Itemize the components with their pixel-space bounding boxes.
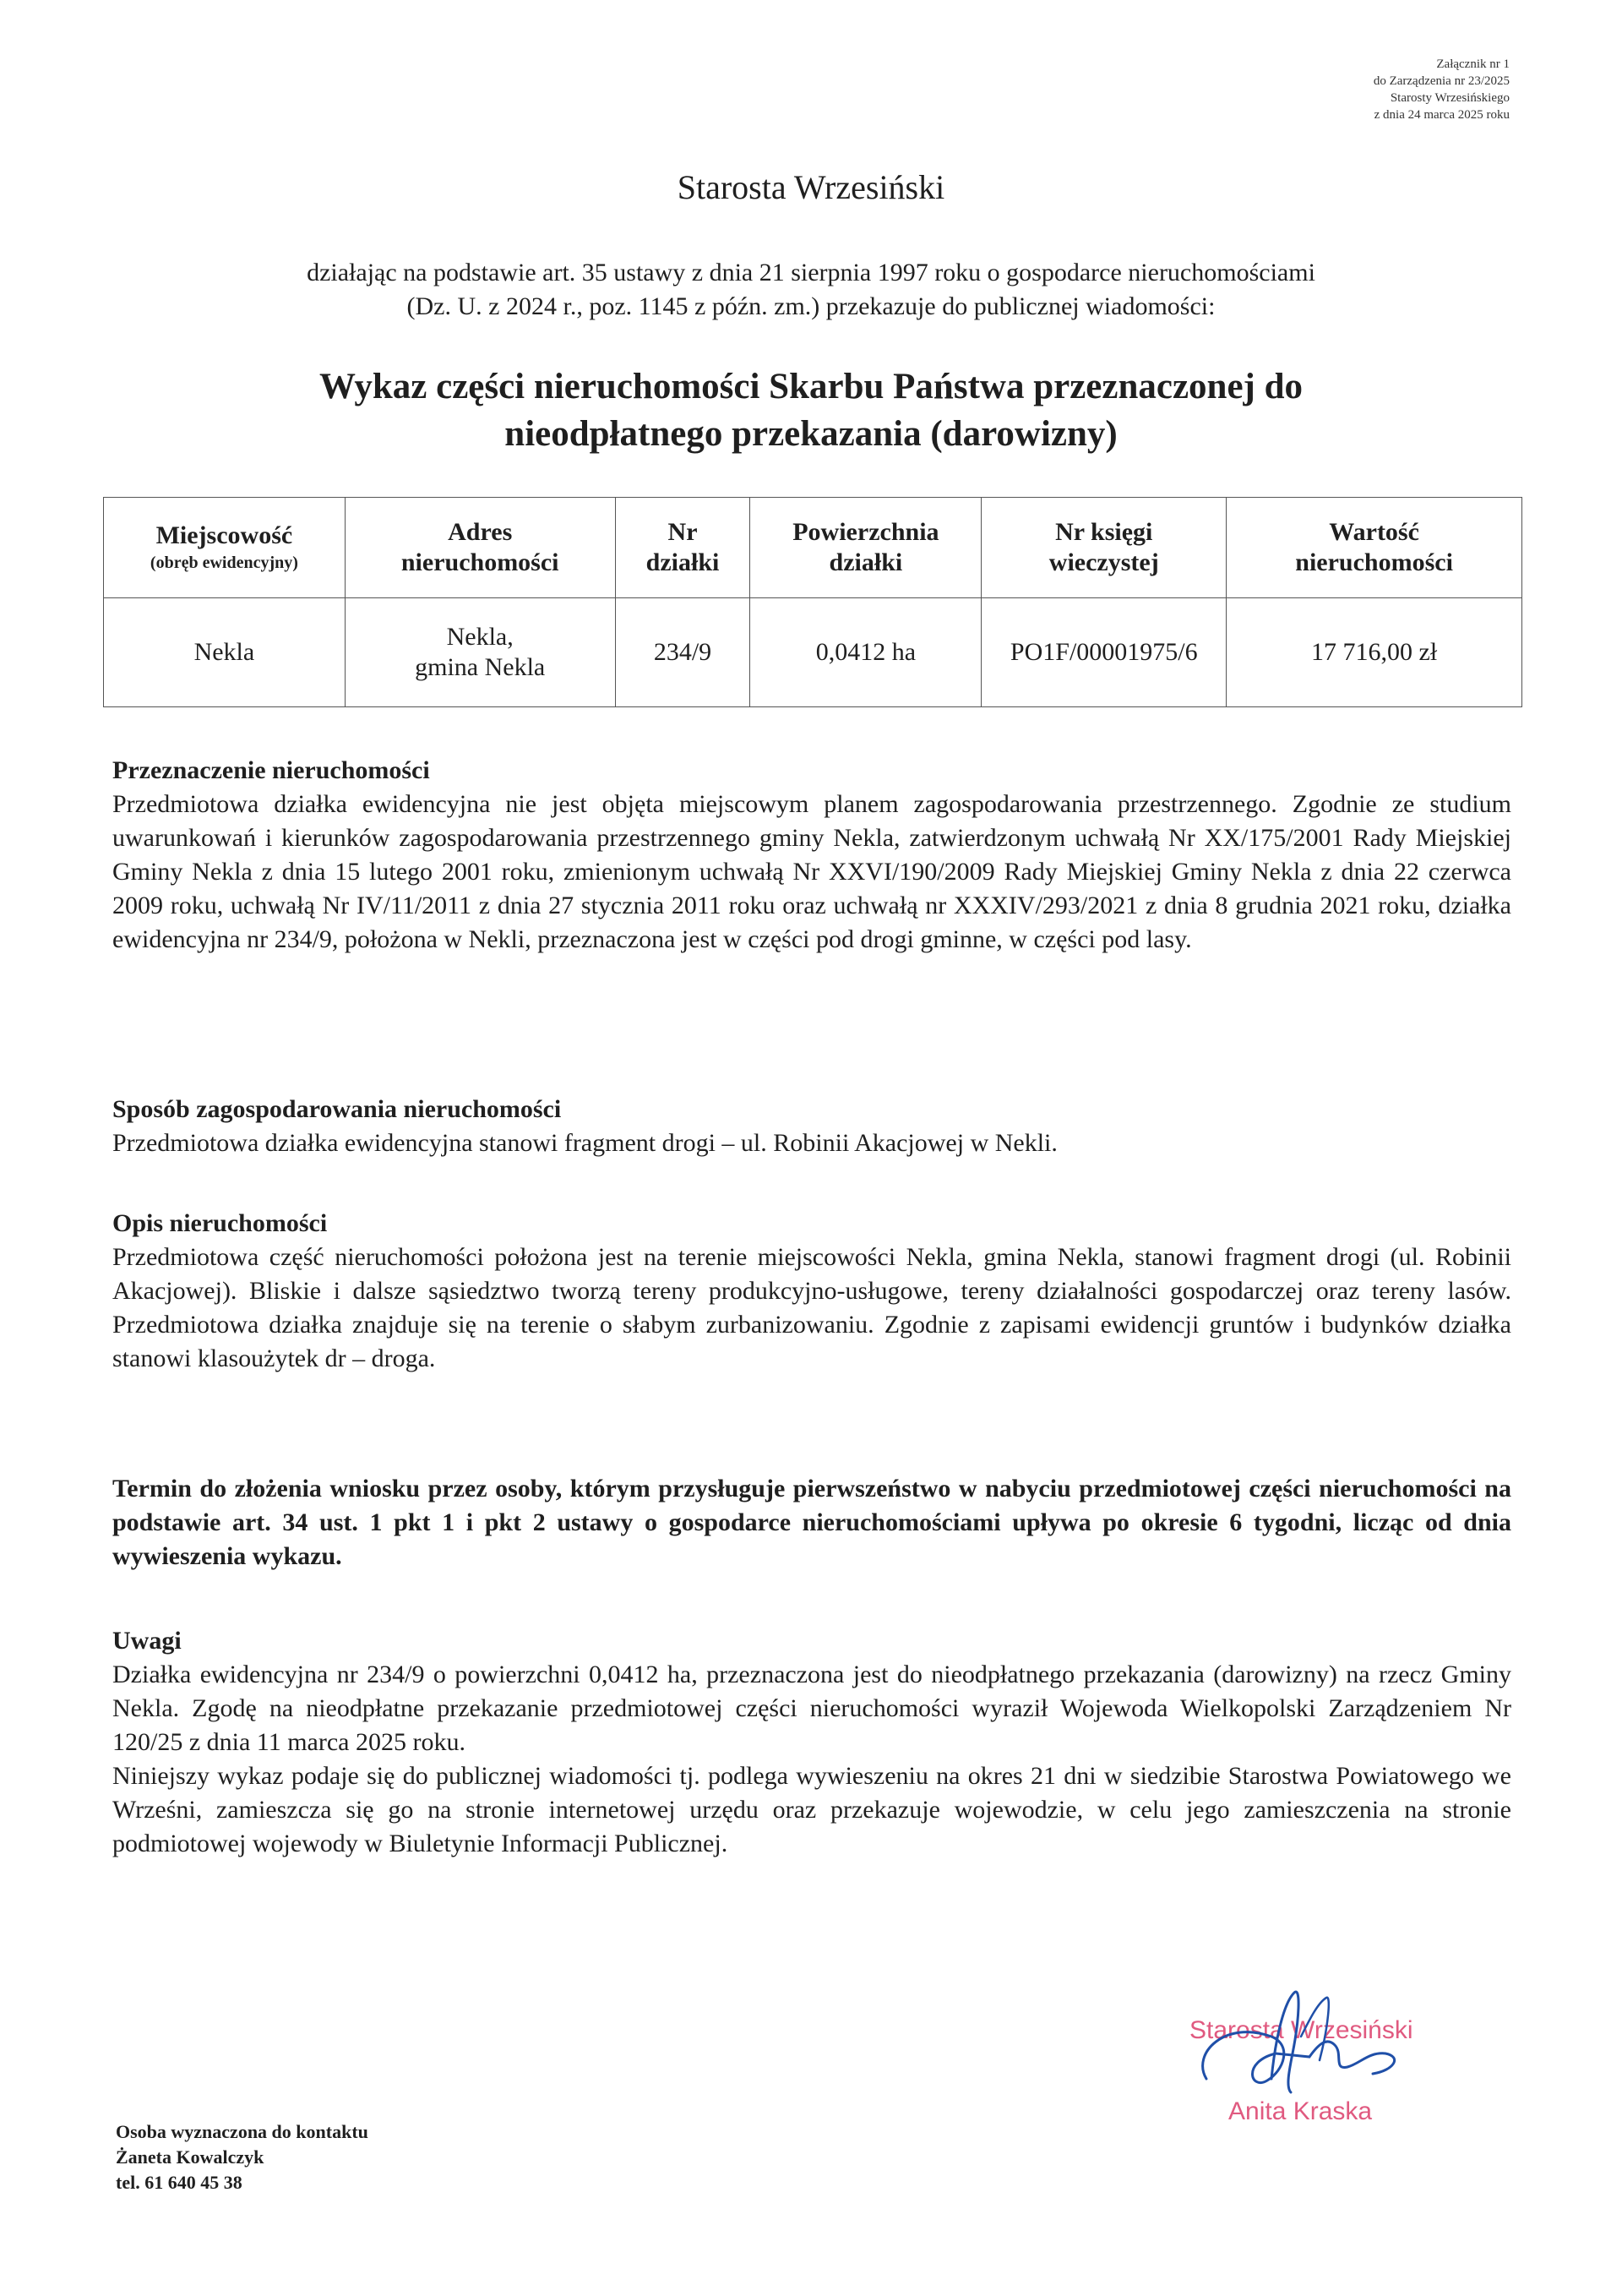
section-text: Przedmiotowa część nieruchomości położona jest na terenie miejscowości Nekla, gmina Nekla, stanowi fragment drogi (ul. Robinii Akacjowej). Bliskie i dalsze sąsiedztwo tworzą tereny produkcyjno-usługowe, tereny działalności gospodarczej oraz tereny lasów. Przedmiotowa działka znajduje się na terenie o słabym zurbanizowaniu. Zgodnie z zapisami ewidencji gruntów i budynków działka stanowi klasoużytek dr – droga. bbox=[112, 1243, 1511, 1372]
section-heading: Opis nieruchomości bbox=[112, 1209, 328, 1237]
remarks-section bbox=[112, 1624, 1511, 1861]
cell-plot: 234/9 bbox=[615, 598, 750, 707]
header-label: nieruchomości bbox=[1295, 548, 1453, 576]
purpose-section bbox=[112, 754, 1511, 957]
header-label: Miejscowość bbox=[155, 521, 293, 549]
section-text: Niniejszy wykaz podaje się do publicznej wiadomości tj. podlega wywieszeniu na okres 21 dni w siedzibie Starostwa Powiatowego we Wrześni, zamieszcza się go na stronie internetowej urzędu oraz przekazuje wojewodzie, w celu jego zamieszczenia na stronie podmiotowej wojewody w Biuletynie Informacji Publicznej. bbox=[112, 1762, 1511, 1857]
header-label: Adres bbox=[448, 518, 513, 546]
description-section bbox=[112, 1207, 1511, 1376]
legal-basis-line: (Dz. U. z 2024 r., poz. 1145 z późn. zm.) przekazuje do publicznej wiadomości: bbox=[406, 292, 1216, 320]
header-label: Powierzchnia bbox=[792, 518, 939, 546]
contact-block bbox=[116, 2119, 368, 2195]
header-label: Wartość bbox=[1329, 518, 1419, 546]
header-address bbox=[345, 498, 615, 598]
section-heading: Uwagi bbox=[112, 1627, 182, 1655]
legal-basis-line: działając na podstawie art. 35 ustawy z dnia 21 sierpnia 1997 roku o gospodarce nieruchomościami bbox=[307, 259, 1315, 286]
header-label: działki bbox=[645, 548, 720, 576]
address-line: Nekla, bbox=[446, 623, 514, 651]
contact-label: Osoba wyznaczona do kontaktu bbox=[116, 2121, 368, 2142]
header-value bbox=[1227, 498, 1522, 598]
header-locality bbox=[104, 498, 346, 598]
stamp-name: Anita Kraska bbox=[1228, 2097, 1373, 2125]
annex-note bbox=[1374, 56, 1510, 123]
stamp-title: Starosta Wrzesiński bbox=[1189, 2016, 1413, 2044]
property-table bbox=[103, 497, 1522, 707]
section-text: Przedmiotowa działka ewidencyjna nie jest objęta miejscowym planem zagospodarowania przestrzennego. Zgodnie ze studium uwarunkowań i kierunków zagospodarowania przestrzennego gminy Nekla, zatwierdzonym uchwałą Nr XX/175/2001 Rady Miejskiej Gminy Nekla z dnia 15 lutego 2001 roku, zmienionym uchwałą Nr XXVI/190/2009 Rady Miejskiej Gminy Nekla z dnia 22 czerwca 2009 roku, uchwałą Nr IV/11/2011 z dnia 27 stycznia 2011 roku oraz uchwałą nr XXXIV/293/2021 z dnia 8 grudnia 2021 roku, działka ewidencyjna nr 234/9, położona w Nekli, przeznaczona jest w części pod drogi gminne, w części pod lasy. bbox=[112, 790, 1511, 953]
section-text: Działka ewidencyjna nr 234/9 o powierzchni 0,0412 ha, przeznaczona jest do nieodpłatnego przekazania (darowizny) na rzecz Gminy Nekla. Zgodę na nieodpłatne przekazanie przedmiotowej części nieruchomości wyraził Wojewoda Wielkopolski Zarządzeniem Nr 120/25 z dnia 11 marca 2025 roku. bbox=[112, 1661, 1511, 1756]
signature-block bbox=[1174, 1977, 1478, 2138]
header-label: Nr księgi bbox=[1055, 518, 1153, 546]
cell-address bbox=[345, 598, 615, 707]
header-label: działki bbox=[829, 548, 903, 576]
cell-area: 0,0412 ha bbox=[750, 598, 982, 707]
legal-basis bbox=[161, 256, 1461, 324]
contact-phone: tel. 61 640 45 38 bbox=[116, 2172, 242, 2193]
document-title bbox=[169, 363, 1453, 458]
usage-section bbox=[112, 1093, 1511, 1160]
annex-line: z dnia 24 marca 2025 roku bbox=[1374, 108, 1510, 122]
header-label: nieruchomości bbox=[400, 548, 559, 576]
header-land-register bbox=[982, 498, 1227, 598]
annex-line: Załącznik nr 1 bbox=[1436, 57, 1510, 71]
cell-locality: Nekla bbox=[104, 598, 346, 707]
document-title-line: nieodpłatnego przekazania (darowizny) bbox=[504, 414, 1118, 454]
handwritten-signature bbox=[1191, 1986, 1411, 2104]
cell-value: 17 716,00 zł bbox=[1227, 598, 1522, 707]
annex-line: Starosty Wrzesińskiego bbox=[1390, 91, 1510, 105]
header-area bbox=[750, 498, 982, 598]
section-heading: Sposób zagospodarowania nieruchomości bbox=[112, 1095, 562, 1123]
header-plot bbox=[615, 498, 750, 598]
deadline-notice: Termin do złożenia wniosku przez osoby, którym przysługuje pierwszeństwo w nabyciu przedmiotowej części nieruchomości na podstawie art. 34 ust. 1 pkt 1 i pkt 2 ustawy o gospodarce nieruchomościami upływa po okresie 6 tygodni, licząc od dnia wywieszenia wykazu. bbox=[112, 1475, 1511, 1570]
header-label: wieczystej bbox=[1048, 548, 1159, 576]
table-row bbox=[104, 598, 1522, 707]
header-label: Nr bbox=[667, 518, 698, 546]
section-text: Przedmiotowa działka ewidencyjna stanowi fragment drogi – ul. Robinii Akacjowej w Nekli. bbox=[112, 1129, 1058, 1157]
issuer-heading: Starosta Wrzesiński bbox=[677, 168, 945, 206]
annex-line: do Zarządzenia nr 23/2025 bbox=[1373, 74, 1510, 88]
contact-name: Żaneta Kowalczyk bbox=[116, 2146, 264, 2168]
cell-land-register: PO1F/00001975/6 bbox=[982, 598, 1227, 707]
section-heading: Przeznaczenie nieruchomości bbox=[112, 756, 430, 784]
header-sublabel: (obręb ewidencyjny) bbox=[150, 554, 298, 572]
address-line: gmina Nekla bbox=[415, 653, 546, 681]
document-title-line: Wykaz części nieruchomości Skarbu Państwa przeznaczonej do bbox=[318, 367, 1304, 406]
table-header-row bbox=[104, 498, 1522, 598]
